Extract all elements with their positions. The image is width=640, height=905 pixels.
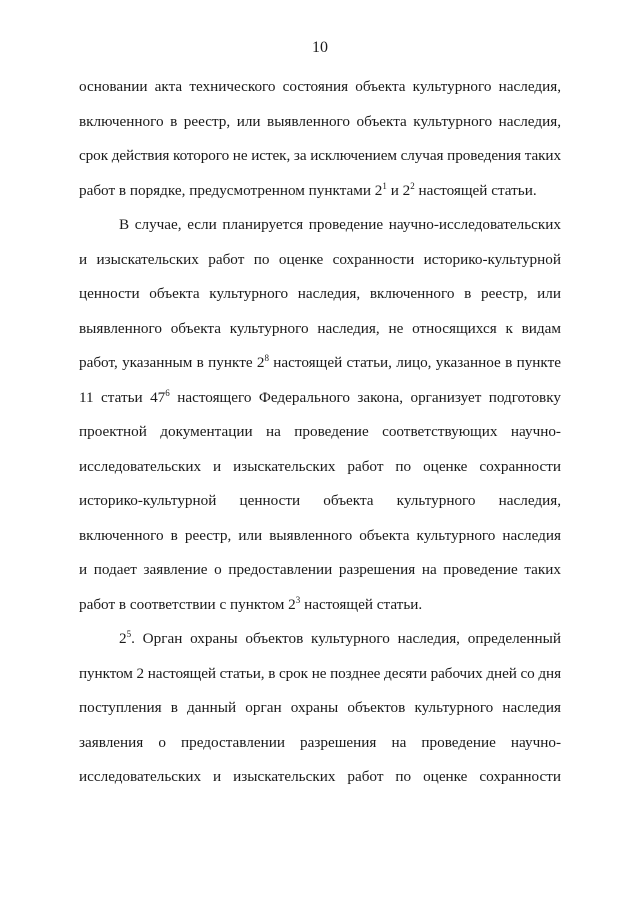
superscript: 2 <box>410 180 415 191</box>
text-line: историко-культурной ценности объекта культурного наследия, <box>79 492 561 509</box>
text-line: работ в соответствии с пунктом $2^3$ настоящей статьи. <box>79 594 423 613</box>
paragraph-continuation <box>79 70 561 208</box>
text-line: включенного в реестр, или выявленного объекта культурного наследия <box>79 526 561 544</box>
page-number: 10 <box>312 39 328 56</box>
text-line: основании акта технического состояния объекта культурного наследия, <box>79 78 561 95</box>
text-line: включенного в реестр, или выявленного объекта культурного наследия, <box>79 112 561 130</box>
text-line: заявления о предоставлении разрешения на проведение научно- <box>79 733 561 751</box>
text-line: ценности объекта культурного наследия, включенного в реестр, или <box>79 285 561 302</box>
text-line: проектной документации на проведение соответствующих научно- <box>79 423 561 440</box>
text-line: В случае, если планируется проведение научно-исследовательских <box>119 216 561 233</box>
text-line: выявленного объекта культурного наследия, не относящихся к видам <box>79 319 561 337</box>
paragraph-research-works <box>79 208 561 622</box>
text-line: 11 статьи $47^6$ настоящего Федерального закона, организует подготовку <box>79 387 561 406</box>
text-line: поступления в данный орган охраны объектов культурного наследия <box>79 699 561 716</box>
superscript: 1 <box>382 180 387 191</box>
text-line: исследовательских и изыскательских работ по оценке сохранности <box>79 768 561 785</box>
text-line: исследовательских и изыскательских работ по оценке сохранности <box>79 457 561 475</box>
text-line: работ, указанным в пункте $2^8$ настоящей статьи, лицо, указанное в пункте <box>79 353 561 371</box>
text-line: работ в порядке, предусмотренном пунктами $2^1$ и $2^2$ настоящей статьи. <box>79 180 537 199</box>
text-line: и изыскательских работ по оценке сохранности историко-культурной <box>79 250 561 268</box>
superscript: 6 <box>165 387 170 398</box>
text-line: срок действия которого не истек, за исключением случая проведения таких <box>79 147 561 164</box>
superscript: 3 <box>295 594 301 605</box>
superscript: 5 <box>126 629 132 639</box>
text-line: и подает заявление о предоставлении разрешения на проведение таких <box>79 561 561 578</box>
superscript: 8 <box>264 353 269 363</box>
text-line: $2^5$. Орган охраны объектов культурного наследия, определенный <box>119 629 561 647</box>
paragraph-2-5 <box>79 622 561 795</box>
text-line: пунктом 2 настоящей статьи, в срок не позднее десяти рабочих дней со дня <box>79 664 561 682</box>
